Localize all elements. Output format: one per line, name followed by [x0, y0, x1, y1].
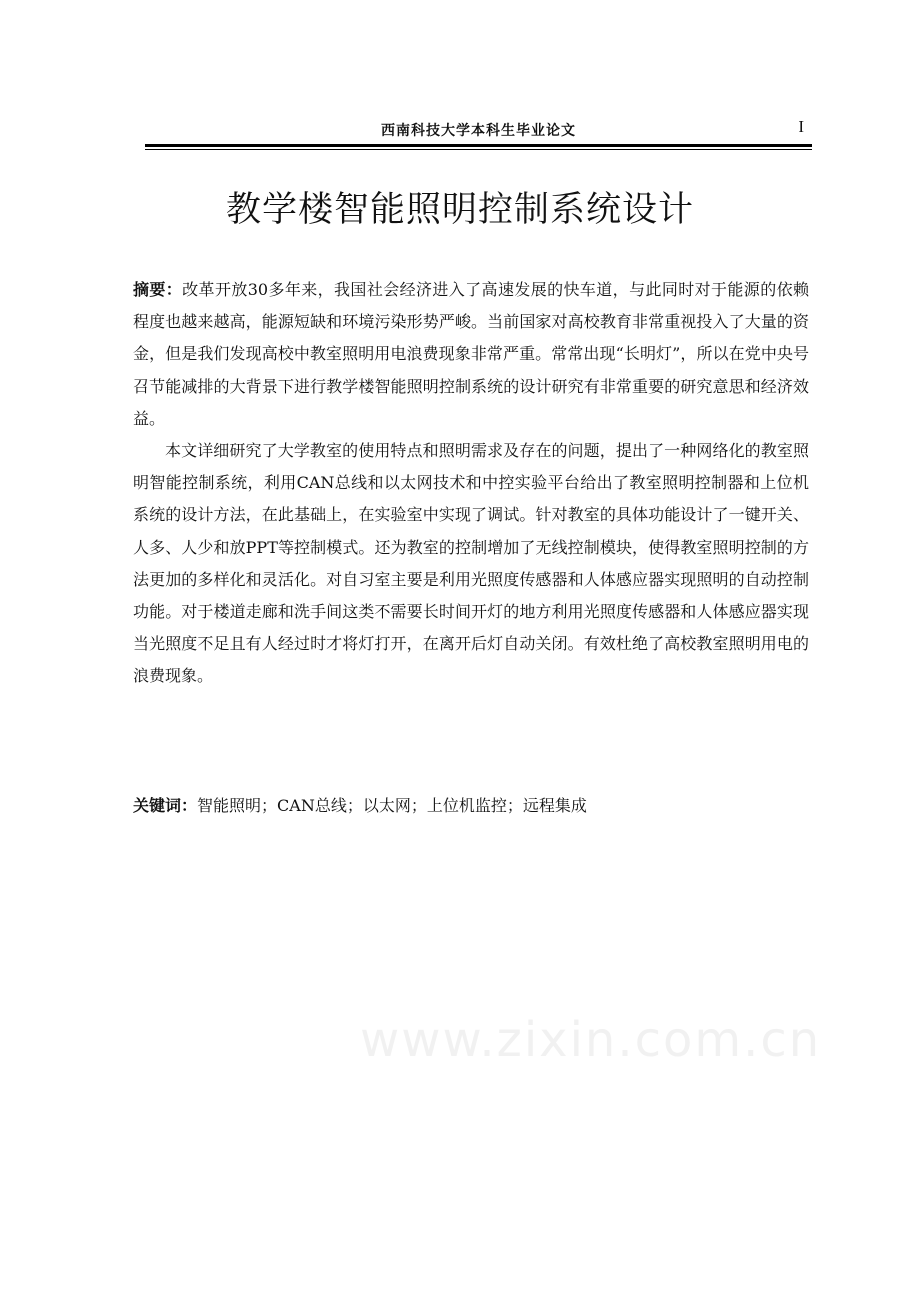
page-number: I	[798, 117, 804, 136]
abstract-paragraph-2: 本文详细研究了大学教室的使用特点和照明需求及存在的问题，提出了一种网络化的教室照明智能控制系统，利用CAN总线和以太网技术和中控实验平台给出了教室照明控制器和上位机系统的设计方法，在此基础上，在实验室中实现了调试。针对教室的具体功能设计了一键开关、人多、人少和放PPT等控制模式。还为教室的控制增加了无线控制模块，使得教室照明控制的方法更加的多样化和灵活化。对自习室主要是利用光照度传感器和人体感应器实现照明的自动控制功能。对于楼道走廊和洗手间这类不需要长时间开灯的地方利用光照度传感器和人体感应器实现当光照度不足且有人经过时才将灯打开，在离开后灯自动关闭。有效杜绝了高校教室照明用电的浪费现象。	[133, 441, 809, 686]
keywords-label: 关键词：	[133, 796, 198, 815]
abstract-paragraph-1	[133, 274, 809, 435]
document-title: 教学楼智能照明控制系统设计	[225, 190, 694, 230]
header-rule-thick	[145, 144, 812, 147]
keywords-text: 智能照明；CAN总线；以太网；上位机监控；远程集成	[197, 796, 587, 815]
header-title: 西南科技大学本科生毕业论文	[381, 123, 576, 139]
abstract-section	[133, 274, 809, 693]
keywords-section	[133, 790, 809, 822]
watermark: www.zixin.com.cn	[360, 1012, 822, 1068]
header-rule-thin	[145, 149, 812, 150]
page-header	[145, 116, 812, 146]
abstract-text-1: 改革开放30多年来，我国社会经济进入了高速发展的快车道，与此同时对于能源的依赖程度也越来越高，能源短缺和环境污染形势严峻。当前国家对高校教育非常重视投入了大量的资金，但是我们发现高校中教室照明用电浪费现象非常严重。常常出现“长明灯”，所以在党中央号召节能减排的大背景下进行教学楼智能照明控制系统的设计研究有非常重要的研究意思和经济效益。	[133, 280, 809, 428]
abstract-label: 摘要：	[133, 280, 183, 299]
